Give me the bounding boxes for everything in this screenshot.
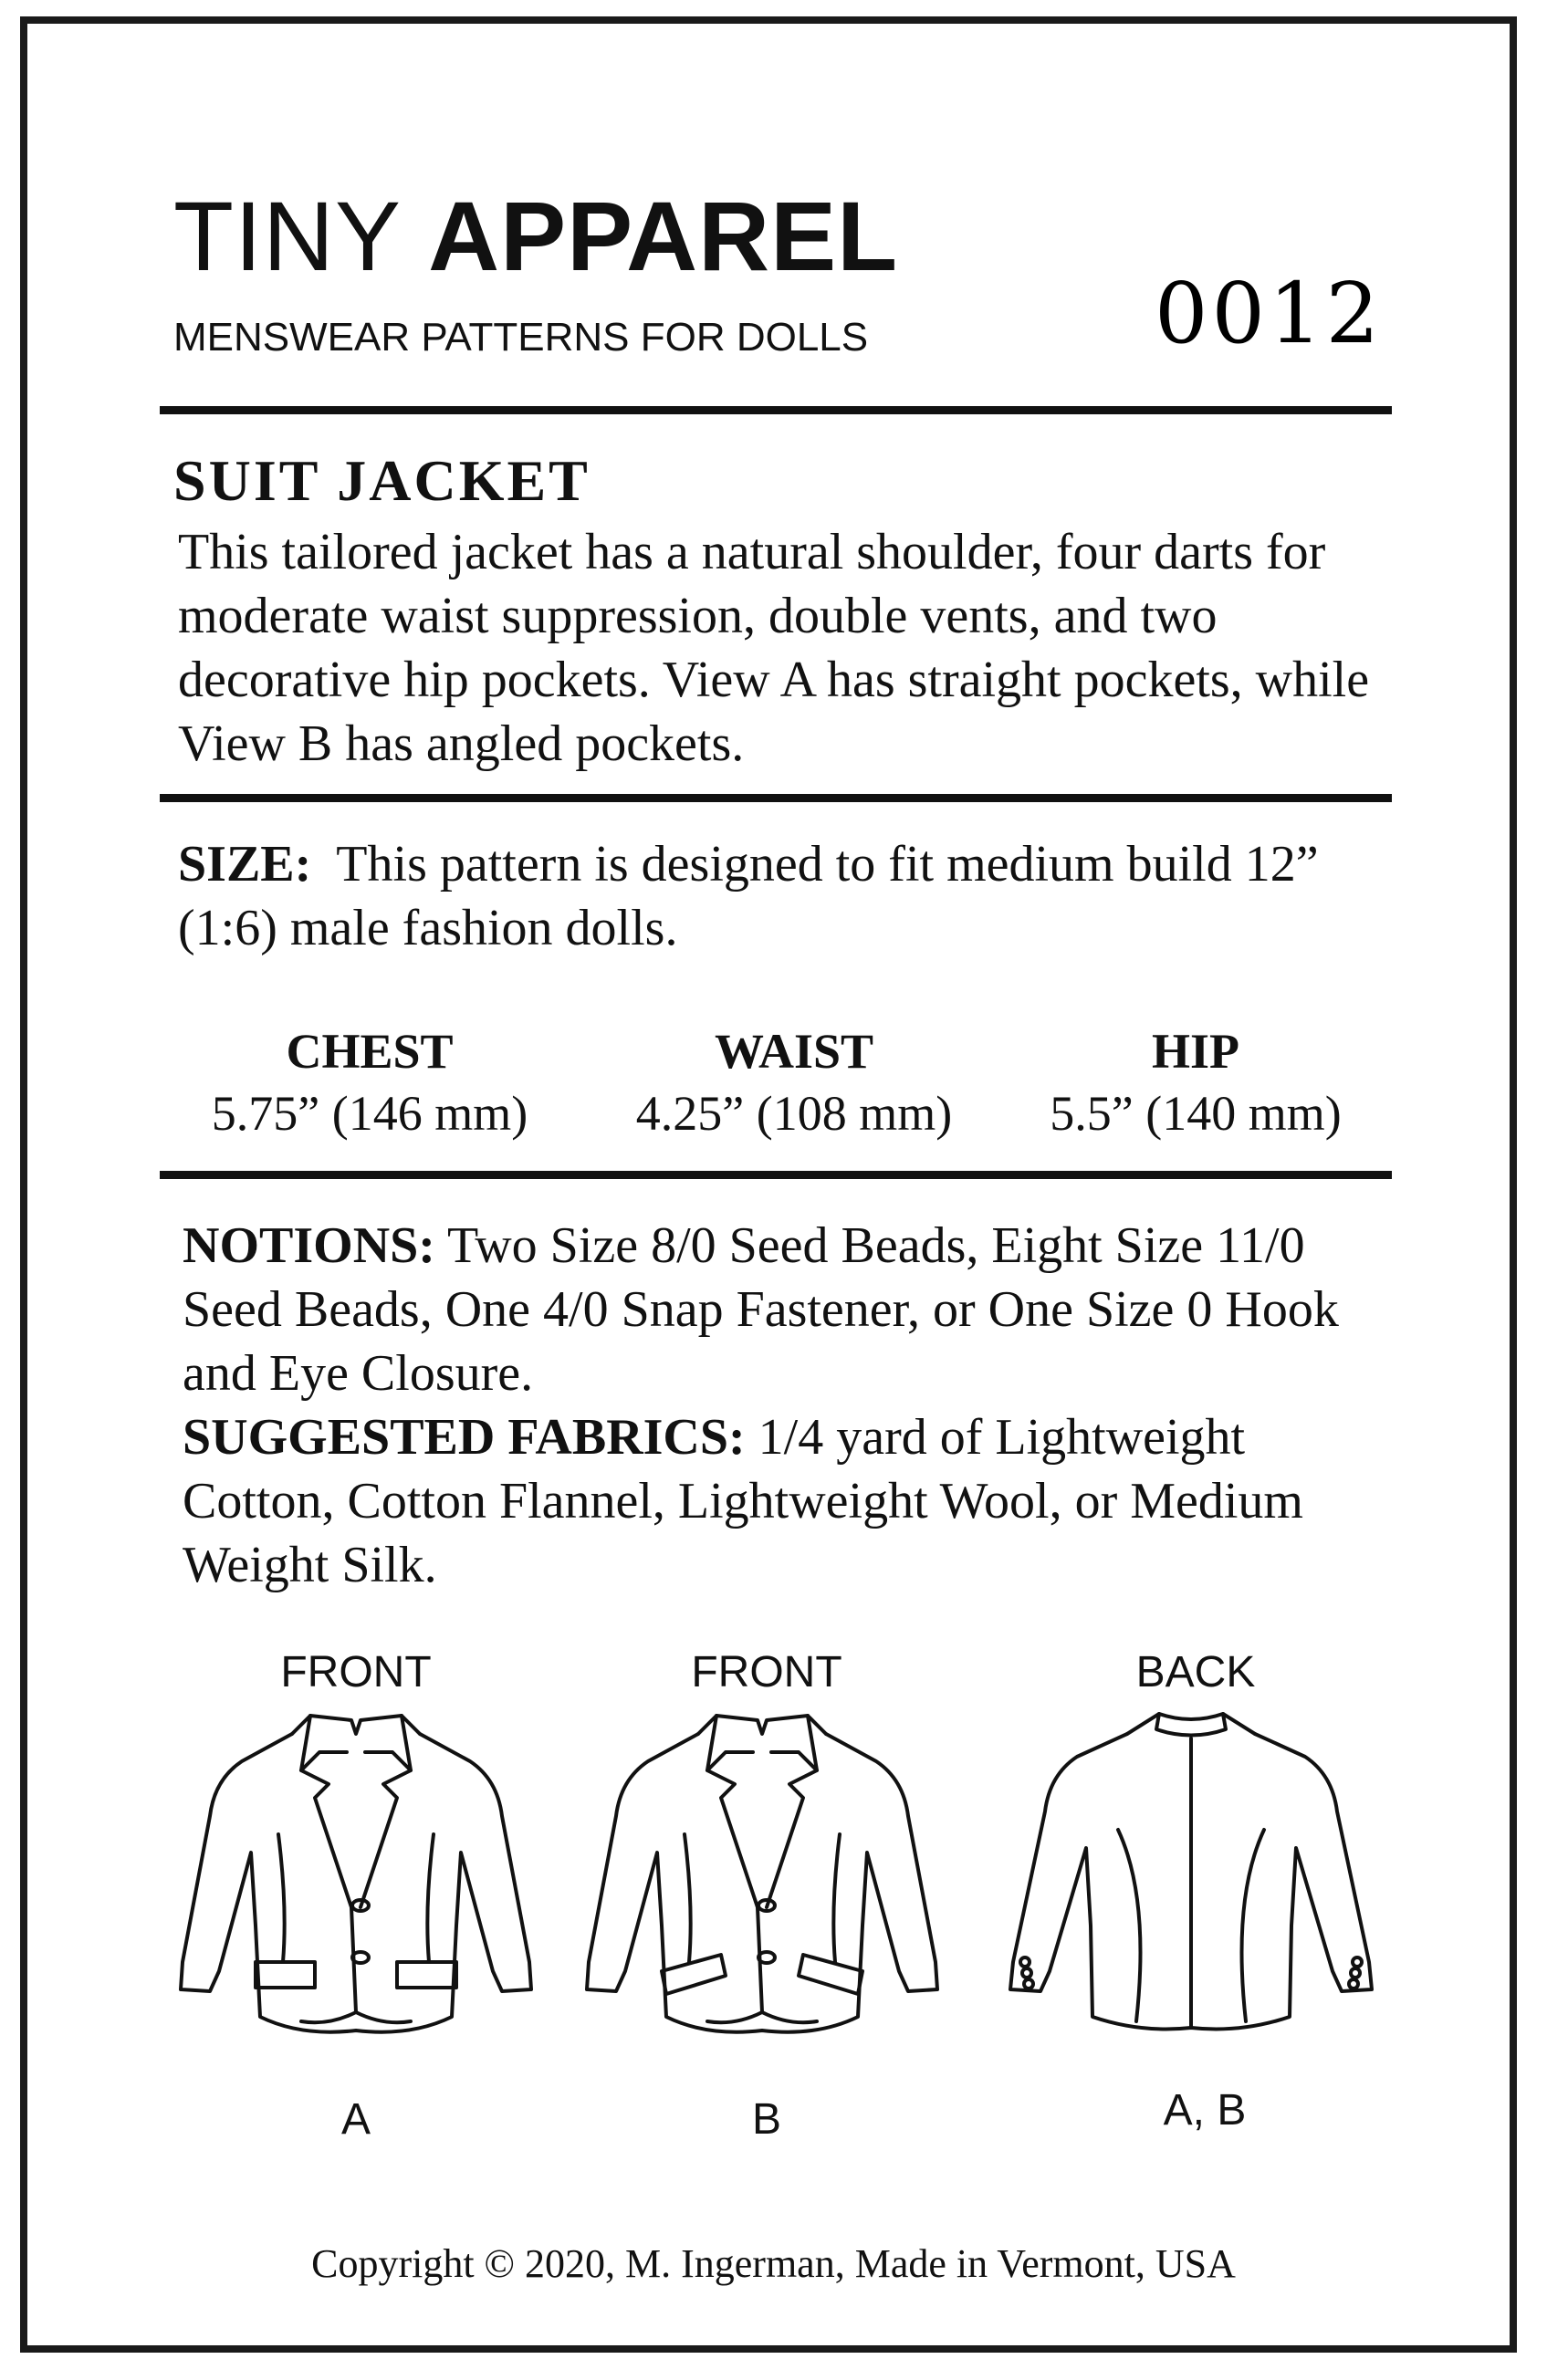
size-text: This pattern is designed to fit medium build 12” (1:6) male fashion dolls. xyxy=(178,836,1319,956)
measurement-chest xyxy=(178,1020,561,1144)
measurement-value: 5.75” (146 mm) xyxy=(211,1086,528,1141)
view-b-heading: FRONT xyxy=(691,1648,842,1696)
product-description: This tailored jacket has a natural shoulder, four darts for moderate waist suppression, double vents, and two decorative hip pockets. View A has straight pockets, while View B has angled pockets. xyxy=(178,524,1370,772)
brand-title xyxy=(173,181,899,291)
measurement-hip xyxy=(1013,1020,1378,1144)
view-back-heading: BACK xyxy=(1135,1648,1256,1696)
measurement-value: 5.5” (140 mm) xyxy=(1050,1086,1342,1141)
view-a-heading: FRONT xyxy=(280,1648,432,1696)
fabrics-label: SUGGESTED FABRICS: xyxy=(183,1409,746,1466)
divider-1 xyxy=(160,406,1392,414)
measurement-name: HIP xyxy=(1151,1024,1239,1079)
size-paragraph xyxy=(178,832,1383,960)
measurement-waist xyxy=(602,1020,986,1144)
copyright-footer: Copyright © 2020, M. Ingerman, Made in Vermont, USA xyxy=(311,2241,1236,2286)
notions-and-fabrics xyxy=(183,1214,1387,1597)
size-label: SIZE: xyxy=(178,836,312,892)
view-a-label: A xyxy=(340,2095,371,2144)
measurement-name: CHEST xyxy=(286,1024,454,1079)
notions-paragraph xyxy=(183,1214,1387,1405)
view-b-label: B xyxy=(751,2095,781,2144)
brand-subtitle: MENSWEAR PATTERNS FOR DOLLS xyxy=(173,315,869,360)
fabrics-paragraph xyxy=(183,1405,1387,1597)
notions-text: Two Size 8/0 Seed Beads, Eight Size 11/0 Seed Beads, One 4/0 Snap Fastener, or One Size 0 Hook and Eye Closure. xyxy=(183,1217,1339,1402)
jacket-back-icon xyxy=(990,1697,1392,2044)
pattern-number: 0012 xyxy=(1155,265,1384,362)
jacket-front-angled-pockets-icon xyxy=(570,1697,954,2044)
measurement-value: 4.25” (108 mm) xyxy=(635,1086,953,1141)
divider-3 xyxy=(160,1171,1392,1179)
divider-2 xyxy=(160,794,1392,802)
fabrics-text: 1/4 yard of Lightweight Cotton, Cotton Flannel, Lightweight Wool, or Medium Weight Silk. xyxy=(183,1409,1303,1593)
view-back-label: A, B xyxy=(1163,2086,1247,2135)
notions-label: NOTIONS: xyxy=(183,1217,435,1274)
brand-light: TINY xyxy=(173,181,401,291)
brand-bold: APPAREL xyxy=(428,181,899,291)
measurement-name: WAIST xyxy=(714,1024,874,1079)
product-title: SUIT JACKET xyxy=(173,448,591,513)
jacket-front-straight-pockets-icon xyxy=(164,1697,548,2044)
